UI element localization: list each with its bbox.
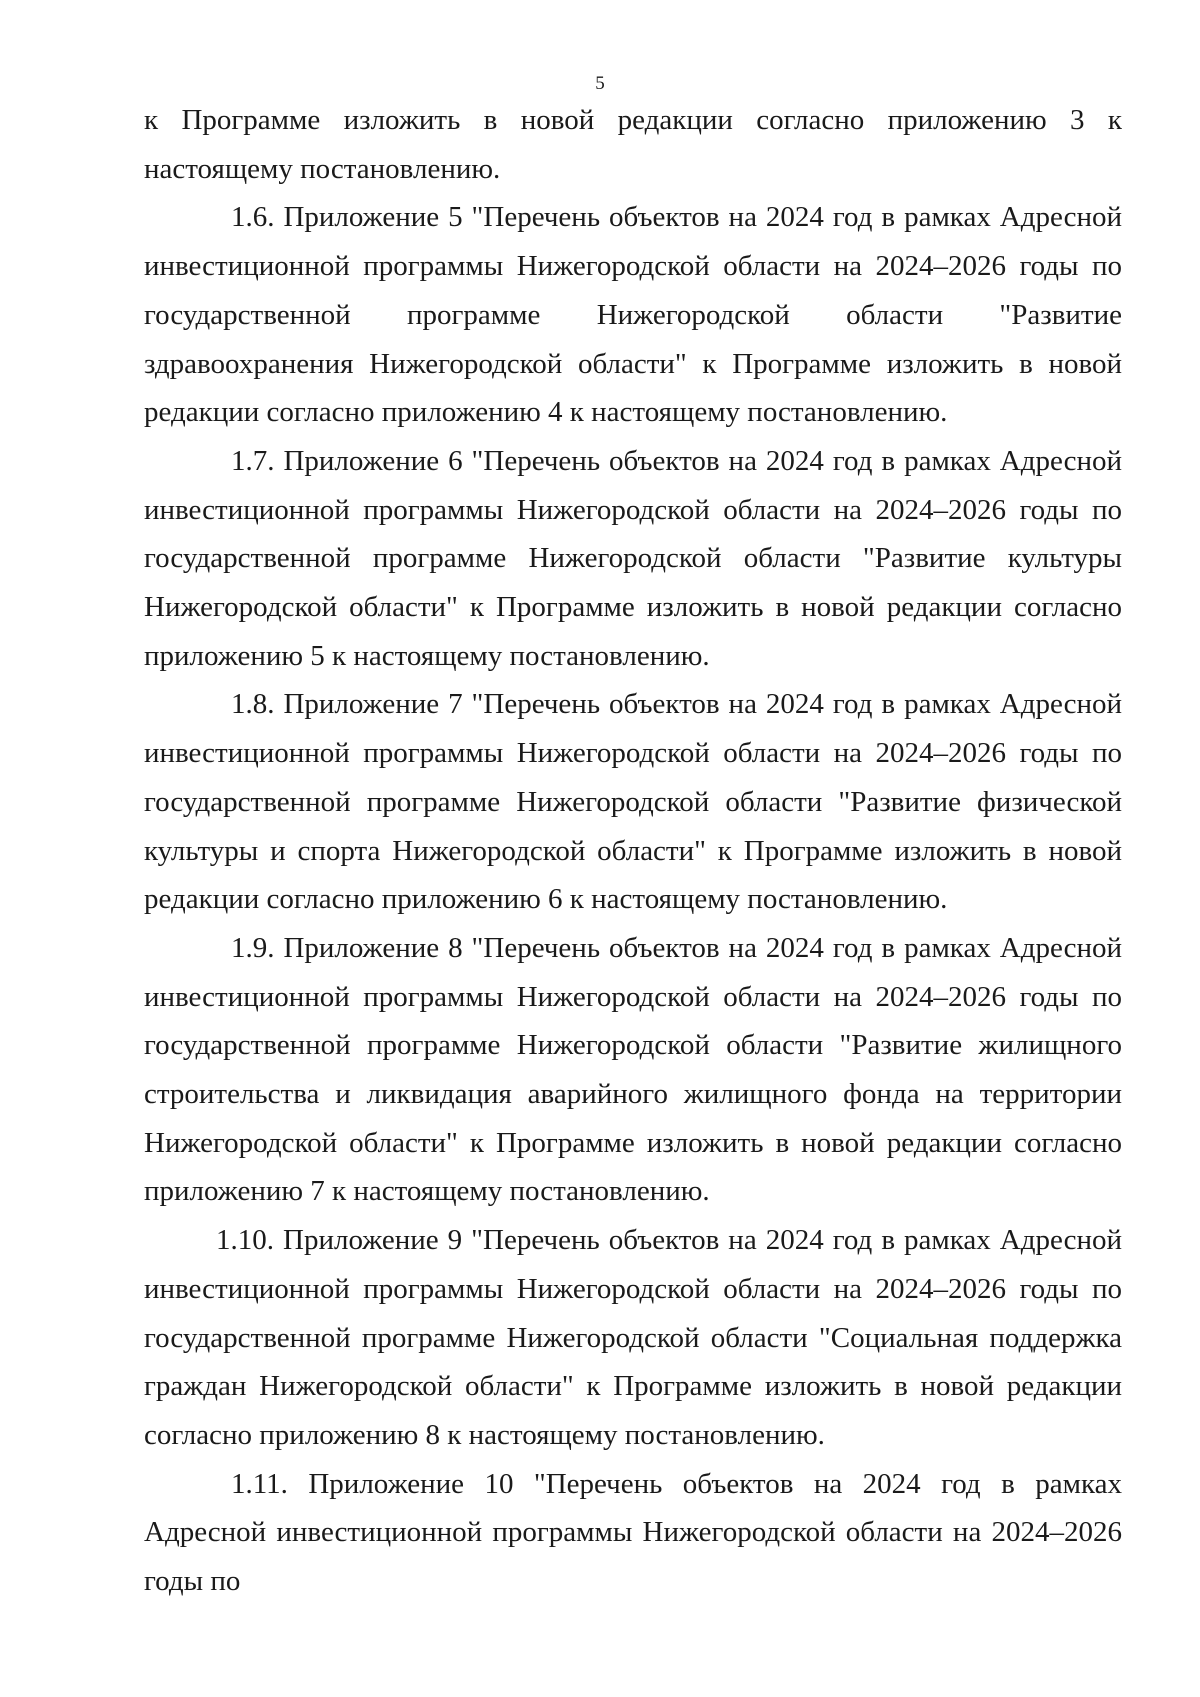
- paragraph-1-6: 1.6. Приложение 5 "Перечень объектов на 2024 год в рамках Адресной инвестиционной программы Нижегородской области на 2024–2026 годы по государственной программе Нижегородской области "Развитие здравоохранения Нижегородской области" к Программе изложить в новой редакции согласно приложению 4 к настоящему постановлению.: [144, 201, 1122, 429]
- paragraph-1-7: 1.7. Приложение 6 "Перечень объектов на 2024 год в рамках Адресной инвестиционной программы Нижегородской области на 2024–2026 годы по государственной программе Нижегородской области "Развитие культуры Нижегородской области" к Программе изложить в новой редакции согласно приложению 5 к настоящему постановлению.: [144, 444, 1122, 672]
- paragraph-1-9: 1.9. Приложение 8 "Перечень объектов на 2024 год в рамках Адресной инвестиционной программы Нижегородской области на 2024–2026 годы по государственной программе Нижегородской области "Развитие жилищного строительства и ликвидация аварийного жилищного фонда на территории Нижегородской области" к Программе изложить в новой редакции согласно приложению 7 к настоящему постановлению.: [144, 931, 1122, 1208]
- paragraph-1-11: 1.11. Приложение 10 "Перечень объектов на 2024 год в рамках Адресной инвестиционной программы Нижегородской области на 2024–2026 годы по: [144, 1467, 1122, 1598]
- paragraph-1-10: 1.10. Приложение 9 "Перечень объектов на 2024 год в рамках Адресной инвестиционной программы Нижегородской области на 2024–2026 годы по государственной программе Нижегородской области "Социальная поддержка граждан Нижегородской области" к Программе изложить в новой редакции согласно приложению 8 к настоящему постановлению.: [144, 1224, 1122, 1451]
- document-body: [144, 96, 1122, 1606]
- paragraph-1-8: 1.8. Приложение 7 "Перечень объектов на 2024 год в рамках Адресной инвестиционной программы Нижегородской области на 2024–2026 годы по государственной программе Нижегородской области "Развитие физической культуры и спорта Нижегородской области" к Программе изложить в новой редакции согласно приложению 6 к настоящему постановлению.: [144, 688, 1122, 916]
- page-number: 5: [595, 73, 605, 94]
- paragraph-continuation: к Программе изложить в новой редакции согласно приложению 3 к настоящему постановлению.: [144, 104, 1122, 185]
